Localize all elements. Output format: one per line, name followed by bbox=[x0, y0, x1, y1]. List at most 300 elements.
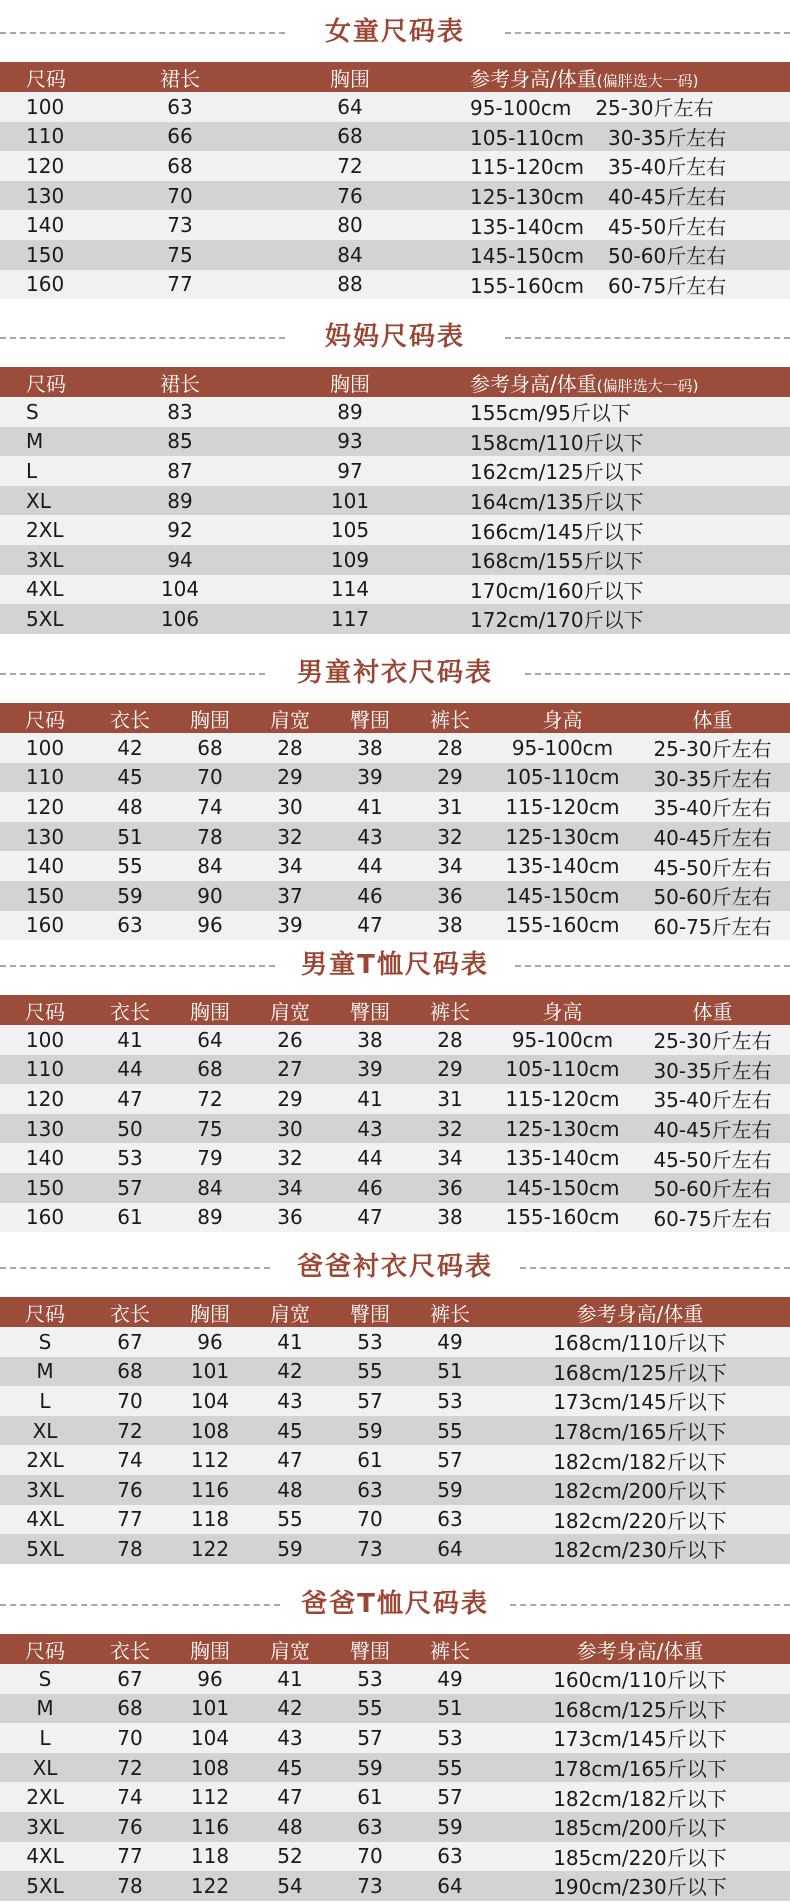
section-title: 爸爸T恤尺码表 bbox=[301, 1589, 489, 1619]
cell-hip: 47 bbox=[357, 1205, 383, 1230]
col-header-shoulder: 肩宽 bbox=[270, 1638, 310, 1663]
table-row bbox=[0, 1114, 790, 1144]
cell-weight: 25-30斤左右 bbox=[653, 1029, 772, 1054]
col-header-shoulder: 肩宽 bbox=[270, 707, 310, 732]
cell-size: 140 bbox=[25, 1146, 65, 1171]
table-row bbox=[0, 1386, 790, 1416]
col-header-pants-length: 裤长 bbox=[430, 707, 470, 732]
table-row bbox=[0, 1357, 790, 1387]
cell-hip: 55 bbox=[357, 1696, 383, 1721]
col-header-height-weight bbox=[470, 367, 790, 397]
col-header-pants-length: 裤长 bbox=[430, 1301, 470, 1326]
cell-bust: 64 bbox=[197, 1027, 223, 1052]
cell-hip: 44 bbox=[357, 854, 383, 879]
cell-shoulder: 42 bbox=[277, 1696, 303, 1721]
cell-hip: 57 bbox=[357, 1388, 383, 1413]
cell-pants-length: 38 bbox=[437, 913, 463, 938]
cell-bust: 101 bbox=[190, 1696, 230, 1721]
cell-size: 160 bbox=[26, 272, 65, 297]
cell-pants-length: 36 bbox=[437, 1175, 463, 1200]
cell-bust: 89 bbox=[337, 399, 363, 424]
cell-size: 4XL bbox=[26, 1844, 64, 1869]
cell-bust: 101 bbox=[190, 1359, 230, 1384]
cell-length: 68 bbox=[117, 1696, 143, 1721]
cell-bust: 79 bbox=[197, 1146, 223, 1171]
section-title-row bbox=[0, 307, 790, 367]
cell-size: 3XL bbox=[26, 1477, 64, 1502]
cell-length: 55 bbox=[117, 854, 143, 879]
cell-height: 145-150cm bbox=[505, 883, 620, 908]
cell-shoulder: 39 bbox=[277, 913, 303, 938]
section-title-row bbox=[0, 935, 790, 995]
table-header-row bbox=[0, 1297, 790, 1327]
mom-size-section bbox=[0, 307, 790, 634]
cell-height: 95-100cm bbox=[511, 1027, 614, 1052]
cell-height-weight: 168cm/155斤以下 bbox=[470, 549, 644, 574]
col-header-bust: 胸围 bbox=[190, 999, 230, 1024]
cell-size: XL bbox=[26, 488, 51, 513]
cell-shoulder: 48 bbox=[277, 1814, 303, 1839]
cell-weight: 50-60斤左右 bbox=[653, 1177, 772, 1202]
cell-size: S bbox=[26, 399, 39, 424]
cell-bust: 122 bbox=[190, 1873, 230, 1898]
cell-shoulder: 30 bbox=[277, 794, 303, 819]
cell-height-weight: 155cm/95斤以下 bbox=[470, 401, 631, 426]
table-row bbox=[0, 1812, 790, 1842]
cell-height-weight: 173cm/145斤以下 bbox=[553, 1390, 727, 1415]
cell-length: 67 bbox=[117, 1329, 143, 1354]
cell-height-weight bbox=[470, 240, 790, 270]
cell-height-weight: 158cm/110斤以下 bbox=[470, 430, 644, 455]
table-row bbox=[0, 1475, 790, 1505]
table-row bbox=[0, 604, 790, 634]
cell-size: 160 bbox=[25, 913, 65, 938]
cell-weight: 45-50斤左右 bbox=[653, 855, 772, 880]
cell-pants-length: 38 bbox=[437, 1205, 463, 1230]
cell-length: 72 bbox=[117, 1418, 143, 1443]
cell-weight: 60-75斤左右 bbox=[653, 914, 772, 939]
cell-height-weight: 168cm/125斤以下 bbox=[553, 1697, 727, 1722]
cell-bust: 68 bbox=[337, 124, 363, 149]
cell-size: 130 bbox=[25, 1116, 65, 1141]
cell-hip: 55 bbox=[357, 1359, 383, 1384]
cell-bust: 64 bbox=[337, 94, 363, 119]
cell-bust: 78 bbox=[197, 824, 223, 849]
cell-shoulder: 43 bbox=[277, 1388, 303, 1413]
cell-weight: 45-50斤左右 bbox=[608, 214, 727, 239]
cell-height-weight bbox=[470, 122, 790, 152]
cell-weight: 40-45斤左右 bbox=[653, 826, 772, 851]
cell-bust: 118 bbox=[190, 1844, 230, 1869]
col-header-bust: 胸围 bbox=[330, 371, 370, 396]
dad-shirt-size-section bbox=[0, 1237, 790, 1564]
cell-length: 70 bbox=[117, 1725, 143, 1750]
cell-bust: 68 bbox=[197, 735, 223, 760]
table-row bbox=[0, 1327, 790, 1357]
cell-length: 51 bbox=[117, 824, 143, 849]
cell-hip: 43 bbox=[357, 824, 383, 849]
cell-bust: 104 bbox=[190, 1388, 230, 1413]
cell-length: 53 bbox=[117, 1146, 143, 1171]
cell-shoulder: 27 bbox=[277, 1057, 303, 1082]
cell-size: 5XL bbox=[26, 1873, 64, 1898]
cell-bust: 104 bbox=[190, 1725, 230, 1750]
cell-length: 70 bbox=[117, 1388, 143, 1413]
cell-bust: 114 bbox=[330, 577, 370, 602]
cell-size: 140 bbox=[26, 213, 65, 238]
boys-tee-size-section bbox=[0, 935, 790, 1232]
table-row bbox=[0, 1025, 790, 1055]
cell-bust: 96 bbox=[197, 913, 223, 938]
cell-pants-length: 57 bbox=[437, 1448, 463, 1473]
cell-pants-length: 29 bbox=[437, 765, 463, 790]
cell-height-weight bbox=[470, 181, 790, 211]
table-row bbox=[0, 270, 790, 300]
cell-height-weight: 164cm/135斤以下 bbox=[470, 490, 644, 515]
cell-shoulder: 55 bbox=[277, 1507, 303, 1532]
col-header-skirt-length: 裙长 bbox=[160, 371, 200, 396]
cell-height: 125-130cm bbox=[505, 1116, 620, 1141]
col-header-size: 尺码 bbox=[25, 707, 65, 732]
cell-length: 76 bbox=[117, 1814, 143, 1839]
table-row bbox=[0, 763, 790, 793]
cell-shoulder: 54 bbox=[277, 1873, 303, 1898]
table-row bbox=[0, 240, 790, 270]
cell-bust: 96 bbox=[197, 1666, 223, 1691]
table-row bbox=[0, 1842, 790, 1872]
cell-pants-length: 59 bbox=[437, 1477, 463, 1502]
cell-shoulder: 41 bbox=[277, 1329, 303, 1354]
cell-pants-length: 63 bbox=[437, 1844, 463, 1869]
cell-size: 4XL bbox=[26, 1507, 64, 1532]
cell-bust: 84 bbox=[197, 1175, 223, 1200]
cell-length: 44 bbox=[117, 1057, 143, 1082]
table-row bbox=[0, 733, 790, 763]
col-header-hip: 臀围 bbox=[350, 707, 390, 732]
cell-weight: 60-75斤左右 bbox=[608, 273, 727, 298]
cell-height-weight bbox=[470, 92, 790, 122]
cell-bust: 75 bbox=[197, 1116, 223, 1141]
cell-hip: 47 bbox=[357, 913, 383, 938]
table-row bbox=[0, 397, 790, 427]
col-header-shoulder: 肩宽 bbox=[270, 999, 310, 1024]
header-note: (偏胖选大一码) bbox=[596, 376, 699, 395]
cell-height-weight: 162cm/125斤以下 bbox=[470, 460, 644, 485]
table-row bbox=[0, 851, 790, 881]
cell-height: 115-120cm bbox=[470, 155, 585, 180]
cell-size: 5XL bbox=[26, 1536, 64, 1561]
cell-bust: 122 bbox=[190, 1536, 230, 1561]
cell-skirt-length: 92 bbox=[167, 518, 193, 543]
cell-bust: 68 bbox=[197, 1057, 223, 1082]
table-row bbox=[0, 486, 790, 516]
cell-length: 50 bbox=[117, 1116, 143, 1141]
cell-length: 76 bbox=[117, 1477, 143, 1502]
cell-pants-length: 32 bbox=[437, 1116, 463, 1141]
cell-height-weight: 182cm/220斤以下 bbox=[553, 1508, 727, 1533]
cell-bust: 116 bbox=[190, 1477, 230, 1502]
cell-hip: 39 bbox=[357, 765, 383, 790]
cell-weight: 50-60斤左右 bbox=[608, 244, 727, 269]
cell-height: 155-160cm bbox=[470, 273, 585, 298]
cell-size: S bbox=[38, 1329, 52, 1354]
boys-tee-size-table bbox=[0, 995, 790, 1232]
col-header-height-weight: 参考身高/体重 bbox=[576, 1301, 704, 1326]
table-row bbox=[0, 1084, 790, 1114]
cell-shoulder: 29 bbox=[277, 765, 303, 790]
cell-pants-length: 64 bbox=[437, 1873, 463, 1898]
cell-shoulder: 34 bbox=[277, 1175, 303, 1200]
cell-hip: 43 bbox=[357, 1116, 383, 1141]
table-row bbox=[0, 122, 790, 152]
cell-height-weight: 178cm/165斤以下 bbox=[553, 1757, 727, 1782]
dad-shirt-size-table bbox=[0, 1297, 790, 1564]
cell-height: 95-100cm bbox=[470, 96, 572, 121]
cell-length: 67 bbox=[117, 1666, 143, 1691]
cell-bust: 108 bbox=[190, 1418, 230, 1443]
cell-length: 72 bbox=[117, 1755, 143, 1780]
cell-size: 150 bbox=[25, 883, 65, 908]
cell-length: 68 bbox=[117, 1359, 143, 1384]
col-header-length: 衣长 bbox=[110, 1301, 150, 1326]
cell-height-weight: 185cm/200斤以下 bbox=[553, 1816, 727, 1841]
cell-shoulder: 36 bbox=[277, 1205, 303, 1230]
cell-height: 155-160cm bbox=[505, 1205, 620, 1230]
cell-hip: 53 bbox=[357, 1666, 383, 1691]
col-header-bust: 胸围 bbox=[190, 1301, 230, 1326]
col-header-shoulder: 肩宽 bbox=[270, 1301, 310, 1326]
cell-size: 150 bbox=[26, 242, 65, 267]
cell-shoulder: 45 bbox=[277, 1418, 303, 1443]
cell-bust: 93 bbox=[337, 429, 363, 454]
cell-bust: 76 bbox=[337, 183, 363, 208]
cell-weight: 35-40斤左右 bbox=[608, 155, 727, 180]
cell-height: 105-110cm bbox=[505, 765, 620, 790]
cell-height-weight: 166cm/145斤以下 bbox=[470, 519, 644, 544]
cell-skirt-length: 106 bbox=[160, 606, 200, 631]
cell-shoulder: 37 bbox=[277, 883, 303, 908]
cell-height: 125-130cm bbox=[470, 185, 585, 210]
girls-size-table bbox=[0, 62, 790, 299]
table-row bbox=[0, 1505, 790, 1535]
cell-size: 160 bbox=[25, 1205, 65, 1230]
cell-height: 145-150cm bbox=[470, 244, 585, 269]
table-row bbox=[0, 515, 790, 545]
cell-hip: 41 bbox=[357, 794, 383, 819]
section-title: 妈妈尺码表 bbox=[324, 322, 465, 352]
table-header-row bbox=[0, 62, 790, 92]
cell-height: 155-160cm bbox=[505, 913, 620, 938]
cell-size: M bbox=[36, 1359, 54, 1384]
cell-size: S bbox=[38, 1666, 52, 1691]
cell-hip: 63 bbox=[357, 1477, 383, 1502]
cell-height: 135-140cm bbox=[470, 214, 585, 239]
cell-skirt-length: 66 bbox=[167, 124, 193, 149]
cell-skirt-length: 87 bbox=[167, 458, 193, 483]
col-header-pants-length: 裤长 bbox=[430, 999, 470, 1024]
cell-hip: 44 bbox=[357, 1146, 383, 1171]
header-label: 参考身高/体重 bbox=[470, 66, 597, 91]
cell-pants-length: 55 bbox=[437, 1418, 463, 1443]
cell-bust: 84 bbox=[197, 854, 223, 879]
cell-hip: 63 bbox=[357, 1814, 383, 1839]
table-row bbox=[0, 1664, 790, 1694]
table-row bbox=[0, 151, 790, 181]
col-header-size: 尺码 bbox=[25, 1301, 65, 1326]
cell-pants-length: 28 bbox=[437, 735, 463, 760]
cell-shoulder: 42 bbox=[277, 1359, 303, 1384]
table-row bbox=[0, 822, 790, 852]
col-header-height-weight bbox=[470, 62, 790, 92]
cell-shoulder: 32 bbox=[277, 1146, 303, 1171]
cell-length: 63 bbox=[117, 913, 143, 938]
cell-length: 41 bbox=[117, 1027, 143, 1052]
table-header-row bbox=[0, 367, 790, 397]
cell-weight: 60-75斤左右 bbox=[653, 1206, 772, 1231]
cell-size: L bbox=[39, 1725, 51, 1750]
cell-size: 2XL bbox=[26, 518, 64, 543]
table-row bbox=[0, 1871, 790, 1901]
cell-weight: 25-30斤左右 bbox=[653, 737, 772, 762]
cell-size: 4XL bbox=[26, 577, 64, 602]
cell-length: 59 bbox=[117, 883, 143, 908]
cell-skirt-length: 94 bbox=[167, 547, 193, 572]
col-header-bust: 胸围 bbox=[190, 1638, 230, 1663]
table-row bbox=[0, 1055, 790, 1085]
mom-size-table bbox=[0, 367, 790, 634]
cell-skirt-length: 73 bbox=[167, 213, 193, 238]
col-header-length: 衣长 bbox=[110, 999, 150, 1024]
cell-height: 115-120cm bbox=[505, 1086, 620, 1111]
table-row bbox=[0, 456, 790, 486]
cell-length: 48 bbox=[117, 794, 143, 819]
cell-shoulder: 48 bbox=[277, 1477, 303, 1502]
title-divider-right bbox=[525, 673, 790, 675]
table-row bbox=[0, 881, 790, 911]
cell-pants-length: 49 bbox=[437, 1329, 463, 1354]
col-header-weight: 体重 bbox=[692, 999, 733, 1024]
cell-hip: 53 bbox=[357, 1329, 383, 1354]
table-row bbox=[0, 427, 790, 457]
cell-bust: 74 bbox=[197, 794, 223, 819]
cell-size: M bbox=[26, 429, 44, 454]
table-row bbox=[0, 1723, 790, 1753]
cell-pants-length: 59 bbox=[437, 1814, 463, 1839]
table-row bbox=[0, 1534, 790, 1564]
cell-shoulder: 30 bbox=[277, 1116, 303, 1141]
cell-size: XL bbox=[32, 1755, 58, 1780]
cell-pants-length: 31 bbox=[437, 794, 463, 819]
cell-length: 74 bbox=[117, 1785, 143, 1810]
cell-pants-length: 49 bbox=[437, 1666, 463, 1691]
cell-height: 105-110cm bbox=[505, 1057, 620, 1082]
col-header-height-weight: 参考身高/体重 bbox=[576, 1638, 704, 1663]
cell-height: 125-130cm bbox=[505, 824, 620, 849]
header-note: (偏胖选大一码) bbox=[596, 71, 699, 90]
section-title-row bbox=[0, 1237, 790, 1297]
cell-bust: 89 bbox=[197, 1205, 223, 1230]
cell-bust: 97 bbox=[337, 458, 363, 483]
col-header-height: 身高 bbox=[542, 707, 583, 732]
cell-size: 150 bbox=[25, 1175, 65, 1200]
cell-skirt-length: 63 bbox=[167, 94, 193, 119]
cell-pants-length: 28 bbox=[437, 1027, 463, 1052]
cell-size: 140 bbox=[25, 854, 65, 879]
cell-pants-length: 64 bbox=[437, 1536, 463, 1561]
cell-length: 47 bbox=[117, 1086, 143, 1111]
col-header-bust: 胸围 bbox=[190, 707, 230, 732]
girls-size-section bbox=[0, 2, 790, 299]
cell-bust: 112 bbox=[190, 1785, 230, 1810]
col-header-length: 衣长 bbox=[110, 1638, 150, 1663]
cell-hip: 61 bbox=[357, 1785, 383, 1810]
cell-height-weight: 173cm/145斤以下 bbox=[553, 1727, 727, 1752]
cell-size: 110 bbox=[25, 1057, 65, 1082]
cell-height-weight: 170cm/160斤以下 bbox=[470, 578, 644, 603]
table-header-row bbox=[0, 1634, 790, 1664]
cell-skirt-length: 89 bbox=[167, 488, 193, 513]
table-row bbox=[0, 575, 790, 605]
cell-pants-length: 36 bbox=[437, 883, 463, 908]
cell-height-weight: 172cm/170斤以下 bbox=[470, 608, 644, 633]
cell-bust: 108 bbox=[190, 1755, 230, 1780]
cell-height-weight: 160cm/110斤以下 bbox=[553, 1668, 727, 1693]
cell-height-weight: 190cm/230斤以下 bbox=[553, 1875, 727, 1900]
cell-weight: 30-35斤左右 bbox=[608, 125, 727, 150]
cell-bust: 101 bbox=[330, 488, 370, 513]
cell-length: 74 bbox=[117, 1448, 143, 1473]
table-row bbox=[0, 792, 790, 822]
cell-size: 100 bbox=[25, 735, 65, 760]
cell-length: 42 bbox=[117, 735, 143, 760]
cell-weight: 30-35斤左右 bbox=[653, 1058, 772, 1083]
table-row bbox=[0, 181, 790, 211]
boys-shirt-size-section bbox=[0, 643, 790, 940]
col-header-bust: 胸围 bbox=[330, 66, 370, 91]
cell-height-weight: 182cm/230斤以下 bbox=[553, 1538, 727, 1563]
cell-skirt-length: 68 bbox=[167, 153, 193, 178]
cell-length: 57 bbox=[117, 1175, 143, 1200]
cell-height: 135-140cm bbox=[505, 1146, 620, 1171]
cell-skirt-length: 77 bbox=[167, 272, 193, 297]
cell-bust: 105 bbox=[330, 518, 370, 543]
title-divider-right bbox=[505, 32, 790, 34]
cell-shoulder: 34 bbox=[277, 854, 303, 879]
cell-size: 100 bbox=[25, 1027, 65, 1052]
cell-bust: 72 bbox=[337, 153, 363, 178]
cell-shoulder: 52 bbox=[277, 1844, 303, 1869]
cell-size: 100 bbox=[26, 94, 65, 119]
section-title-row bbox=[0, 643, 790, 703]
table-row bbox=[0, 92, 790, 122]
header-label: 参考身高/体重 bbox=[470, 371, 597, 396]
cell-shoulder: 26 bbox=[277, 1027, 303, 1052]
cell-bust: 72 bbox=[197, 1086, 223, 1111]
cell-length: 77 bbox=[117, 1507, 143, 1532]
cell-shoulder: 47 bbox=[277, 1448, 303, 1473]
cell-bust: 109 bbox=[330, 547, 370, 572]
cell-hip: 38 bbox=[357, 735, 383, 760]
col-header-size: 尺码 bbox=[25, 999, 65, 1024]
cell-length: 78 bbox=[117, 1536, 143, 1561]
cell-weight: 40-45斤左右 bbox=[653, 1118, 772, 1143]
col-header-hip: 臀围 bbox=[350, 1638, 390, 1663]
cell-bust: 70 bbox=[197, 765, 223, 790]
cell-pants-length: 51 bbox=[437, 1359, 463, 1384]
cell-height-weight: 178cm/165斤以下 bbox=[553, 1420, 727, 1445]
section-title: 男童衬衣尺码表 bbox=[296, 658, 493, 688]
table-row bbox=[0, 1203, 790, 1233]
